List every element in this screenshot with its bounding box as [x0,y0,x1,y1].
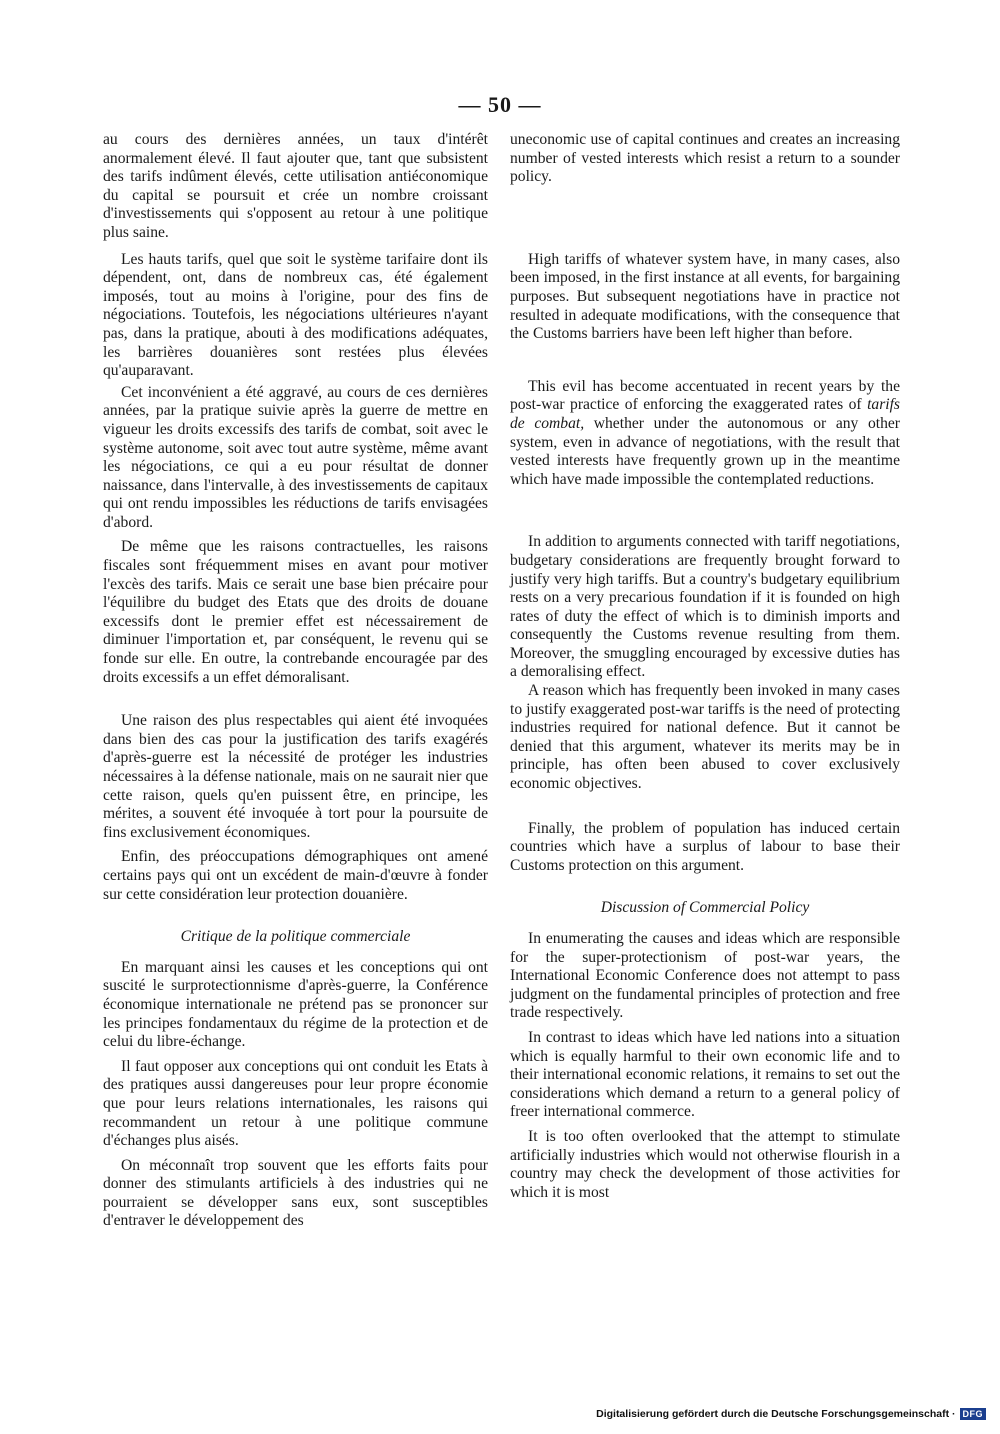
fr-paragraph-9: On méconnaît trop souvent que les efforts faits pour donner des stimulants artificiels à des industries qui ne pourraient se développer sans eux, sont susceptibles d'entraver le développement des [103,1156,488,1230]
fr-paragraph-8: Il faut opposer aux conceptions qui ont conduit les Etats à des pratiques aussi dangereuses pour leur propre économie que pour leurs relations internationales, les raisons qui recommandent un retour à une politique commune d'échanges plus aisés. [103,1057,488,1150]
en-section-heading: Discussion of Commercial Policy [600,899,810,917]
fr-paragraph-5: Une raison des plus respectables qui aient été invoquées dans bien des cas pour la justification des tarifs exagérés d'après-guerre est la nécessité de protéger les industries nécessaires à la défense nationale, mais on ne saurait nier que cette raison, quels qu'en puissent être, en principe, les mérites, a souvent été invoquée à tort pour la poursuite de fins exclusivement économiques. [103,712,488,841]
en-paragraph-1: uneconomic use of capital continues and creates an increasing number of vested interests which resist a return to a sounder policy. [510,131,900,186]
footer-text: Digitalisierung gefördert durch die Deutsche Forschungsgemeinschaft · [596,1408,956,1420]
fr-paragraph-3: Cet inconvénient a été aggravé, au cours de ces dernières années, par la pratique suivie après la guerre de mettre en vigueur les droits excessifs des tarifs de combat, soit avec le système autonome, soit avec tout autre système, même avant les négociations, ce qui a eu pour résultat de donner naissance, dans l'intervalle, à des investissements de capitaux qui ont rendu impossibles les réductions de tarifs envisagées d'abord. [103,383,488,531]
en-paragraph-3-italic: tarifs de combat, [510,396,900,432]
en-paragraph-8: In contrast to ideas which have led nations into a situation which is equally harmful to their own economic life and to their international economic relations, it remains to set out the considerations which demand a return to a general policy of freer international commerce. [510,1028,900,1121]
fr-paragraph-1: au cours des dernières années, un taux d'intérêt anormalement élevé. Il faut ajouter que, tant que subsistent des tarifs indûment élevés, cette utilisation antiéconomique du capital se poursuit et crée un nombre croissant d'investissements qui s'opposent au retour à une politique plus saine. [103,131,488,241]
fr-paragraph-6: Enfin, des préoccupations démographiques ont amené certains pays qui ont un excédent de main-d'œuvre à fonder sur cette considération leur protection douanière. [103,848,488,903]
en-paragraph-5: A reason which has frequently been invoked in many cases to justify exaggerated post-war tariffs is the need of protecting industries required for national defence. But it cannot be denied that this argument, whatever its merits may be in principle, has often been abused to cover exclusively economic objectives. [510,682,900,793]
en-paragraph-3-text-b: whether under the autonomous or any other system, even in advance of negotiations, with the result that vested interests have frequently grown up in the meantime which have made impossible the contemplated reductions. [510,414,900,488]
french-column [103,131,488,1231]
en-paragraph-7: In enumerating the causes and ideas which are responsible for the super-protectionism of post-war years, the International Economic Conference does not attempt to pass judgment on the fundamental principles of protection and free trade respectively. [510,930,900,1022]
en-paragraph-3 [510,378,900,490]
en-paragraph-4: In addition to arguments connected with tariff negotiations, budgetary considerations are frequently brought forward to justify very high tariffs. But a country's budgetary equilibrium rests on a very precarious foundation if it is founded on high rates of duty the effect of which is to diminish imports and consequently the Customs revenue resulting from them. Moreover, the smuggling encouraged by excessive duties has a demoralising effect. [510,533,900,681]
fr-paragraph-4: De même que les raisons contractuelles, les raisons fiscales sont fréquemment mises en avant pour motiver l'excès des tarifs. Mais ce serait une base bien précaire pour l'équilibre du budget des Etats que des droits de douane excessifs dont le premier effet est nécessairement de diminuer l'importation et, par conséquent, le revenu qui se fonde sur elle. En outre, la contrebande encouragée par des droits excessifs a un effet démoralisant. [103,538,488,686]
dfg-logo-icon: DFG [960,1408,987,1420]
page-number: — 50 — [458,92,542,117]
en-paragraph-6: Finally, the problem of population has induced certain countries which have a surplus of labour to base their Customs protection on this argument. [510,819,900,874]
fr-paragraph-2: Les hauts tarifs, quel que soit le système tarifaire dont ils dépendent, ont, dans de nombreux cas, été également imposés, tout au moins à l'origine, pour des fins de négociations. Toutefois, les négociations ultérieures n'ayant pas, dans la pratique, abouti à des modifications adéquates, les barrières douanières sont restées plus élevées qu'auparavant. [103,250,488,380]
en-paragraph-3-text-a: This evil has become accentuated in recent years by the post-war practice of enforcing the exaggerated rates of [510,377,900,414]
digitization-credit [596,1408,986,1420]
english-column [510,131,900,1202]
fr-paragraph-7: En marquant ainsi les causes et les conceptions qui ont suscité le surprotectionnisme d'après-guerre, la Conférence économique internationale ne prétend pas se prononcer sur les principes fondamentaux du régime de la protection et de celui du libre-échange. [103,958,488,1051]
en-paragraph-2: High tariffs of whatever system have, in many cases, also been imposed, in the first instance at all events, for bargaining purposes. But subsequent negotiations have in practice not resulted in adequate modifications, with the consequence that the Customs barriers have been left higher than before. [510,250,900,343]
fr-section-heading: Critique de la politique commerciale [180,928,411,946]
en-paragraph-9: It is too often overlooked that the attempt to stimulate artificially industries which would not otherwise flourish in a country may check the development of those activities for which it is most [510,1127,900,1201]
